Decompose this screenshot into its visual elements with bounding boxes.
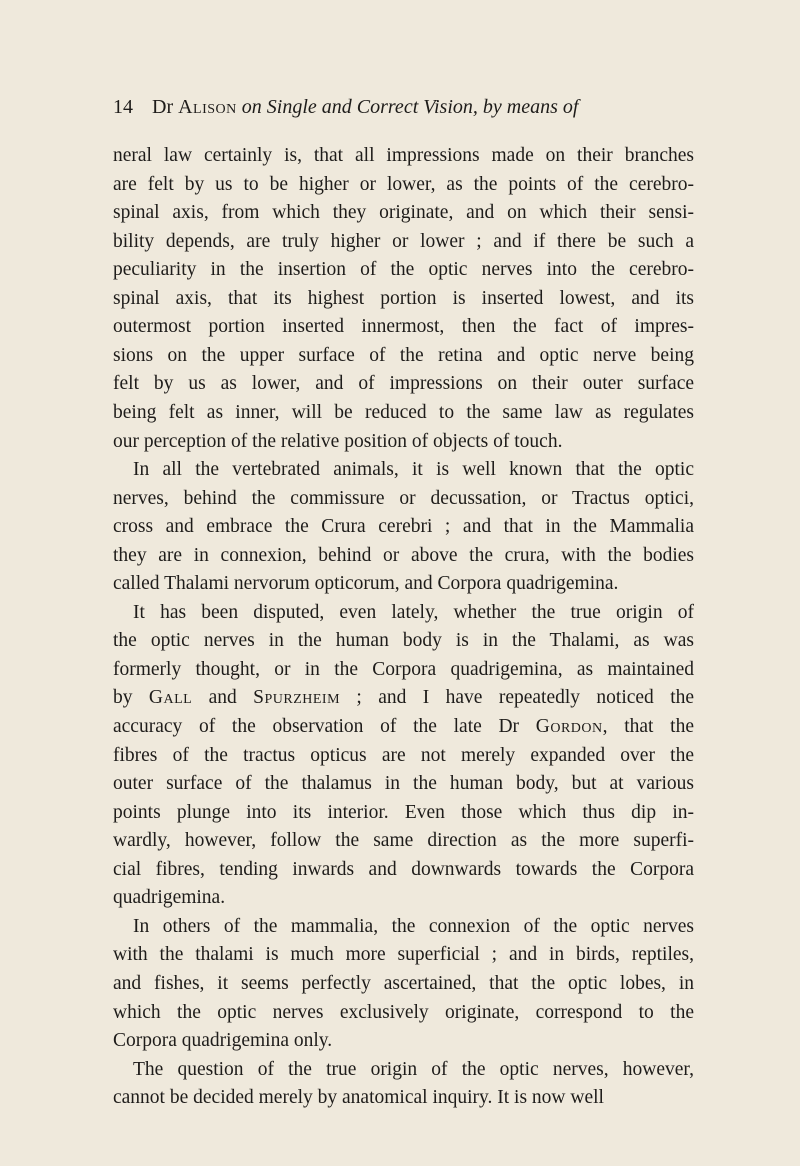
- title-on: on: [241, 96, 262, 118]
- person-name: Gordon: [535, 716, 603, 737]
- person-name: Spurzheim: [253, 687, 341, 709]
- person-name: Gall: [148, 687, 193, 709]
- text-line: spinal axis, from which they originate, and on which their sensi-: [113, 202, 694, 224]
- text-line: being felt as inner, will be reduced to the same law as regulates: [113, 401, 694, 423]
- text-line: cannot be decided merely by anatomical inquiry. It is now well: [113, 1087, 604, 1109]
- text-line: outermost portion inserted innermost, then the fact of impres-: [113, 316, 694, 338]
- title-of: of: [562, 96, 579, 118]
- text-line: In all the vertebrated animals, it is well known that the optic: [133, 459, 694, 481]
- title-by: by: [482, 96, 502, 118]
- text-line: nerves, behind the commissure or decussation, or Tractus optici,: [113, 487, 694, 509]
- text-line: peculiarity in the insertion of the optic nerves into the cerebro-: [113, 259, 694, 281]
- text-line: points plunge into its interior. Even those which thus dip in-: [113, 801, 694, 823]
- text-line: felt by us as lower, and of impressions on their outer surface: [113, 373, 694, 395]
- text-line: our perception of the relative position of objects of touch.: [113, 430, 563, 452]
- text-line: and fishes, it seems perfectly ascertained, that the optic lobes, in: [113, 972, 694, 994]
- text-line: by Gall and Spurzheim ; and I have repeatedly noticed the: [113, 687, 695, 709]
- text-line: spinal axis, that its highest portion is inserted lowest, and its: [113, 287, 694, 309]
- running-header: [113, 96, 694, 124]
- text-line: with the thalami is much more superficial ; and in birds, reptiles,: [113, 944, 694, 966]
- text-line: they are in connexion, behind or above the crura, with the bodies: [113, 544, 694, 566]
- text-line: The question of the true origin of the optic nerves, however,: [133, 1058, 694, 1080]
- text-line: formerly thought, or in the Corpora quadrigemina, as maintained: [113, 658, 694, 680]
- title-part1: Single and Correct Vision,: [266, 96, 478, 118]
- author-name: Alison: [178, 96, 237, 118]
- text-line: the optic nerves in the human body is in the Thalami, as was: [113, 630, 694, 652]
- text-line: sions on the upper surface of the retina and optic nerve being: [113, 344, 694, 366]
- text-line: cial fibres, tending inwards and downwards towards the Corpora: [113, 858, 694, 880]
- page-number: 14: [113, 96, 133, 118]
- body-text: [113, 142, 694, 1122]
- text-line: In others of the mammalia, the connexion of the optic nerves: [133, 915, 694, 937]
- text-line: fibres of the tractus opticus are not merely expanded over the: [113, 744, 694, 766]
- text-line: It has been disputed, even lately, whether the true origin of: [133, 601, 694, 623]
- text-line: are felt by us to be higher or lower, as the points of the cerebro-: [113, 173, 694, 195]
- text-line: Corpora quadrigemina only.: [113, 1030, 333, 1052]
- text-line: which the optic nerves exclusively originate, correspond to the: [113, 1001, 694, 1023]
- text-line: called Thalami nervorum opticorum, and Corpora quadrigemina.: [113, 573, 619, 595]
- title-means: means: [506, 96, 558, 118]
- text-line: quadrigemina.: [113, 887, 226, 909]
- text-line: bility depends, are truly higher or lower ; and if there be such a: [113, 230, 694, 252]
- text-line: wardly, however, follow the same direction as the more superfi-: [113, 830, 694, 852]
- author-prefix: Dr: [152, 96, 174, 118]
- text-line: neral law certainly is, that all impressions made on their branches: [113, 145, 694, 166]
- text-line: cross and embrace the Crura cerebri ; and that in the Mammalia: [113, 516, 694, 538]
- text-line: accuracy of the observation of the late Dr Gordon, that the: [113, 716, 694, 737]
- text-line: outer surface of the thalamus in the human body, but at various: [113, 773, 694, 795]
